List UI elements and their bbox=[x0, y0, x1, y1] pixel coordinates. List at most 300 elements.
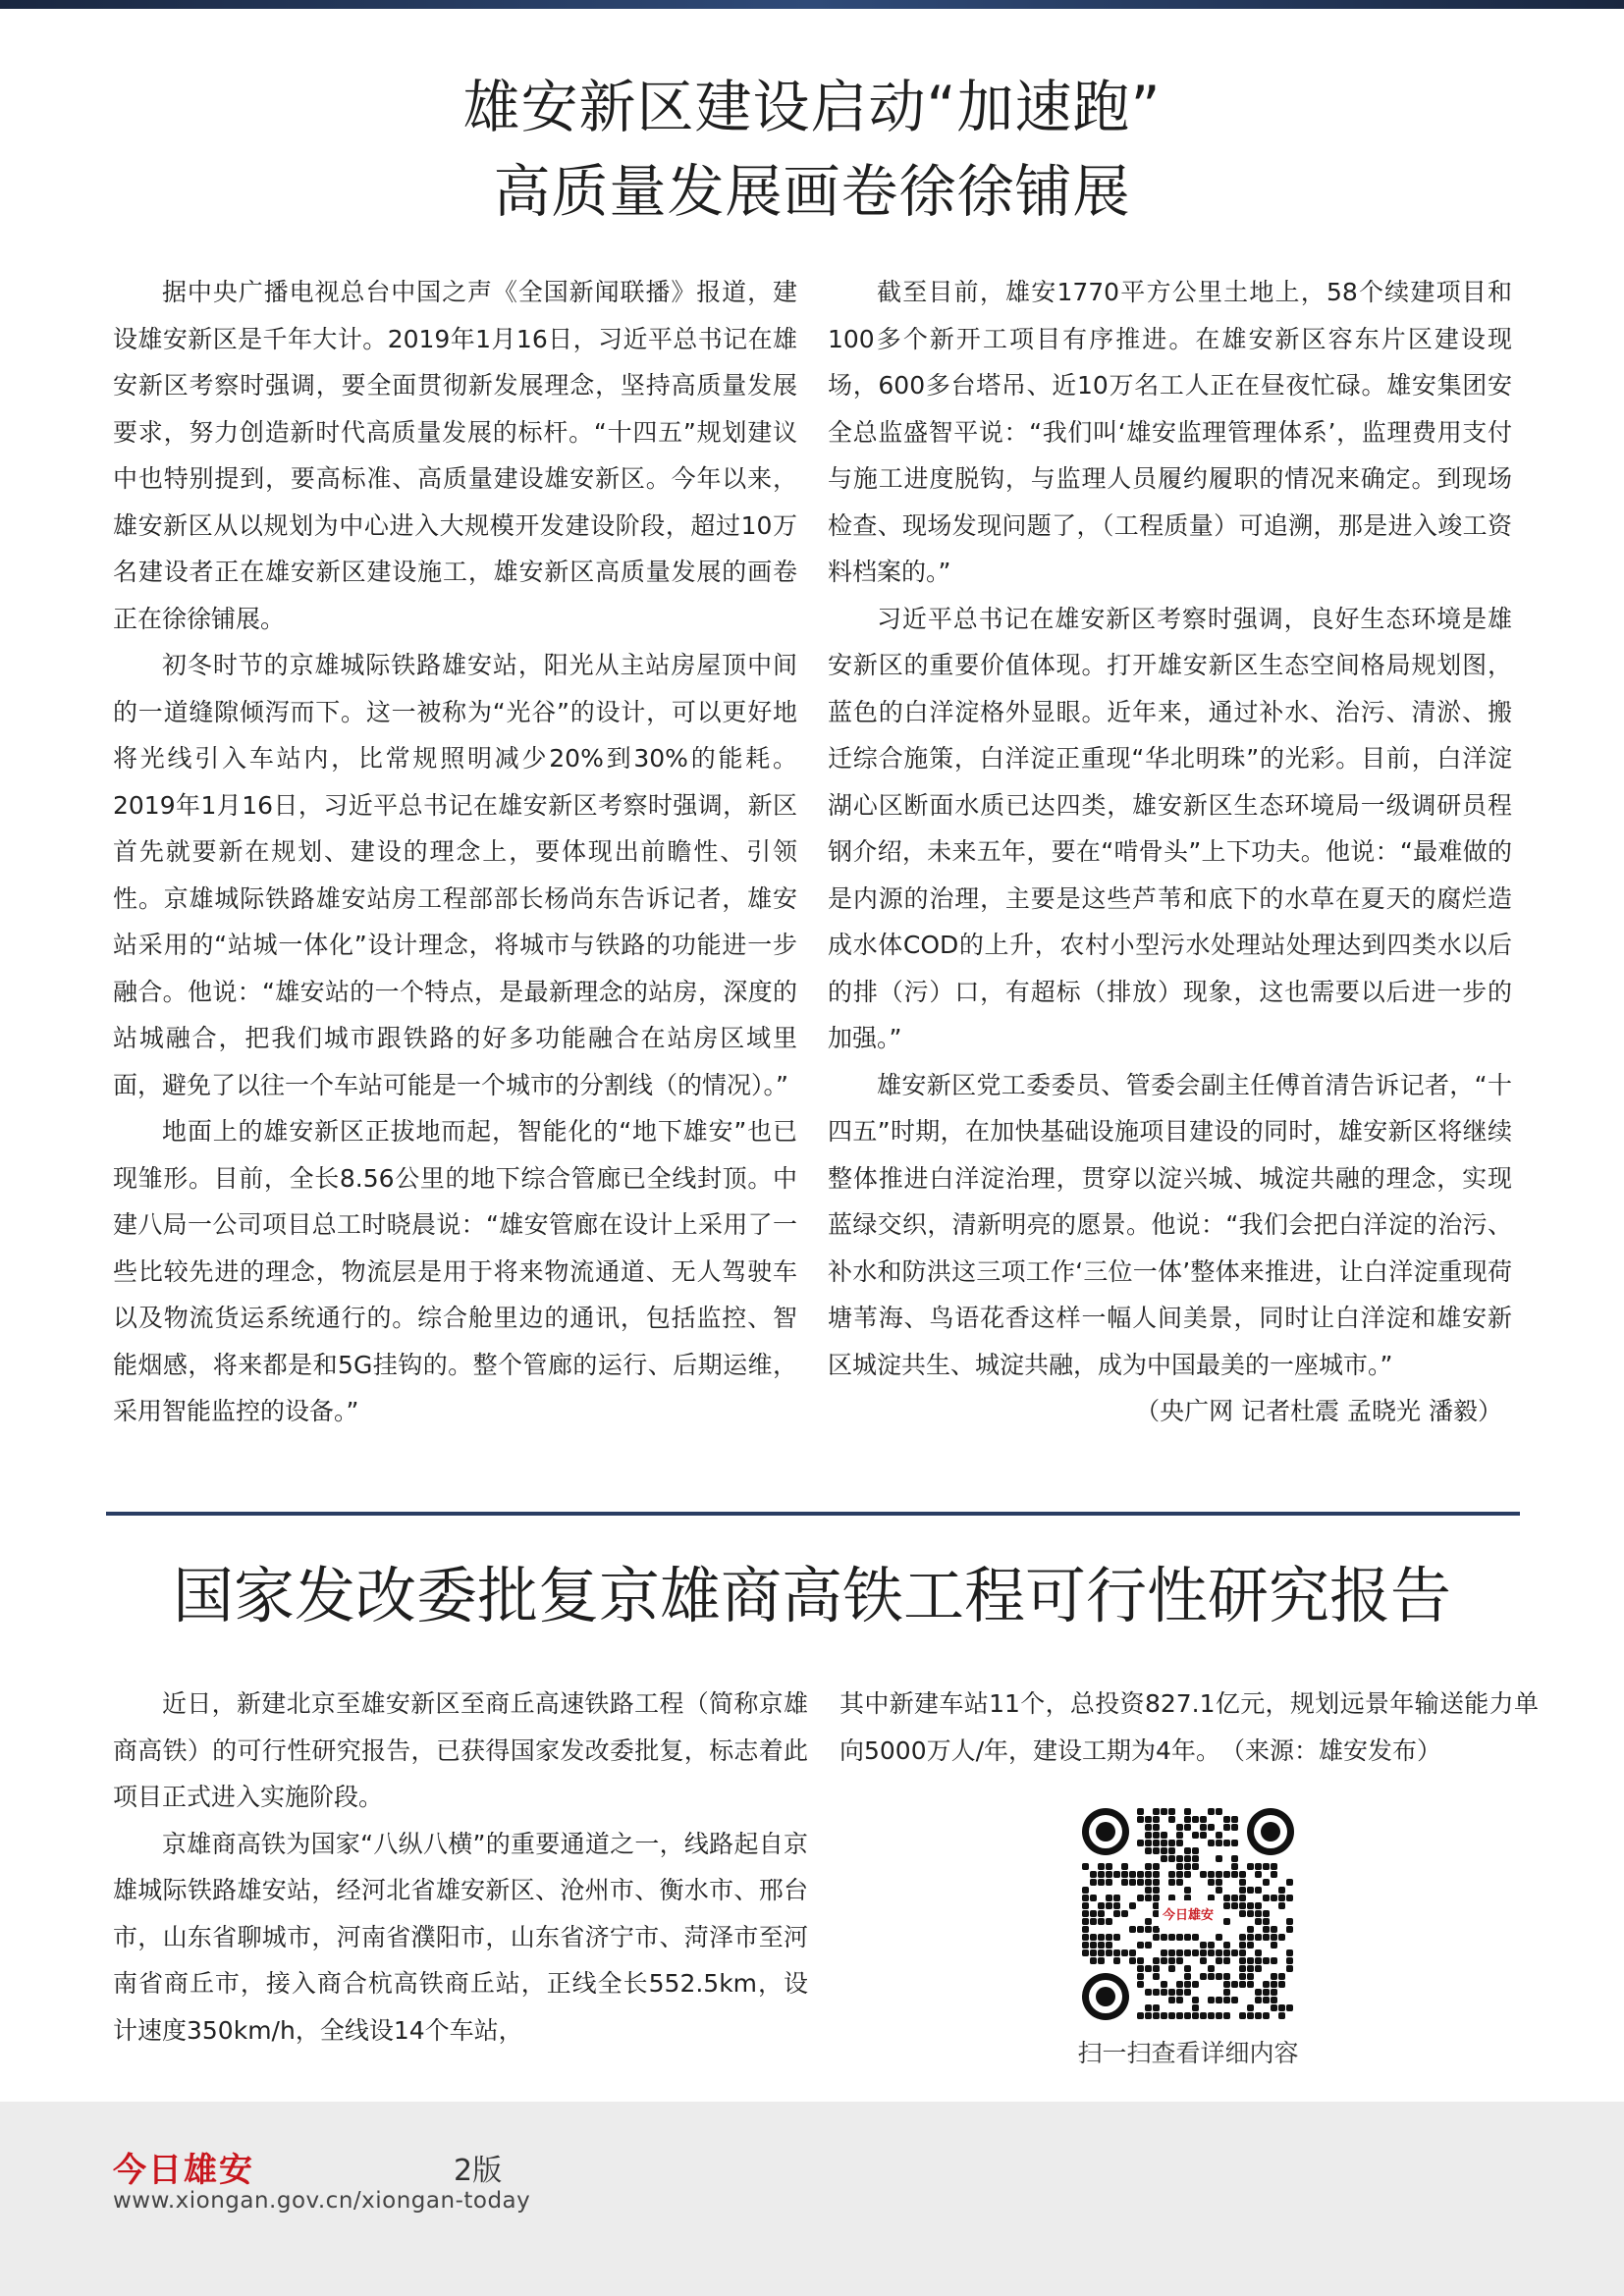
qr-module bbox=[1255, 1918, 1262, 1925]
qr-module bbox=[1145, 2012, 1152, 2019]
qr-module bbox=[1239, 1957, 1246, 1964]
qr-module bbox=[1113, 1949, 1120, 1956]
qr-module bbox=[1121, 1863, 1128, 1870]
qr-module bbox=[1231, 1863, 1238, 1870]
qr-module bbox=[1137, 1942, 1144, 1949]
qr-module bbox=[1231, 1840, 1238, 1846]
qr-module bbox=[1184, 1895, 1191, 1901]
qr-module bbox=[1145, 1832, 1152, 1839]
qr-module bbox=[1082, 1949, 1089, 1956]
qr-module bbox=[1239, 1887, 1246, 1894]
qr-module bbox=[1286, 1949, 1293, 1956]
qr-module bbox=[1168, 2012, 1175, 2019]
qr-module bbox=[1129, 1926, 1136, 1933]
qr-module bbox=[1271, 1934, 1277, 1941]
qr-module bbox=[1176, 1840, 1183, 1846]
qr-module bbox=[1263, 1863, 1270, 1870]
article2-paragraph: 京雄商高铁为国家“八纵八横”的重要通道之一，线路起自京雄城际铁路雄安站，经河北省雄安新区、沧州市、衡水市、邢台市，山东省聊城市，河南省濮阳市，山东省济宁市、菏泽市至河南省商丘市，接入商合杭高铁商丘站，正线全长552.5km，设计速度350km/h，全线设14个车站， bbox=[113, 1829, 808, 2045]
qr-module bbox=[1098, 1879, 1105, 1886]
qr-module bbox=[1153, 1824, 1160, 1831]
qr-module bbox=[1161, 2012, 1167, 2019]
qr-module bbox=[1153, 1895, 1160, 1901]
qr-module bbox=[1137, 1808, 1144, 1815]
article2-headline: 国家发改委批复京雄商高铁工程可行性研究报告 bbox=[172, 1560, 1451, 1631]
qr-module bbox=[1168, 1871, 1175, 1878]
qr-module bbox=[1176, 1957, 1183, 1964]
qr-finder-top-right bbox=[1247, 1808, 1294, 1855]
qr-module bbox=[1082, 1902, 1089, 1909]
qr-module bbox=[1137, 1981, 1144, 1988]
qr-module bbox=[1216, 1997, 1222, 2003]
qr-module bbox=[1176, 1824, 1183, 1831]
qr-module bbox=[1216, 1973, 1222, 1980]
article1-headline-line2: 高质量发展画卷徐徐铺展 bbox=[493, 158, 1131, 225]
qr-caption: 扫一扫查看详细内容 bbox=[1077, 2039, 1299, 2067]
qr-module bbox=[1208, 1871, 1215, 1878]
qr-module bbox=[1145, 1965, 1152, 1972]
qr-module bbox=[1121, 1879, 1128, 1886]
qr-module bbox=[1271, 1997, 1277, 2003]
qr-module bbox=[1239, 1902, 1246, 1909]
qr-module bbox=[1255, 1871, 1262, 1878]
qr-module bbox=[1106, 1871, 1112, 1878]
qr-module bbox=[1200, 1832, 1207, 1839]
qr-module bbox=[1286, 1957, 1293, 1964]
qr-module bbox=[1082, 1910, 1089, 1917]
qr-module bbox=[1145, 1918, 1152, 1925]
qr-module bbox=[1192, 1949, 1199, 1956]
qr-module bbox=[1223, 1918, 1230, 1925]
qr-module bbox=[1168, 1989, 1175, 1996]
qr-module bbox=[1255, 1989, 1262, 1996]
qr-module bbox=[1231, 1824, 1238, 1831]
qr-module bbox=[1184, 1863, 1191, 1870]
qr-module bbox=[1239, 1942, 1246, 1949]
qr-module bbox=[1153, 1934, 1160, 1941]
qr-module bbox=[1286, 1918, 1293, 1925]
qr-module bbox=[1161, 1989, 1167, 1996]
article1-paragraph: 雄安新区党工委委员、管委会副主任傅首清告诉记者，“十四五”时期，在加快基础设施项目建设的同时，雄安新区将继续整体推进白洋淀治理，贯穿以淀兴城、城淀共融的理念，实现蓝绿交织，清新明亮的愿景。他说：“我们会把白洋淀的治污、补水和防洪这三项工作‘三位一体’整体来推进，让白洋淀重现荷塘苇海、鸟语花香这样一幅人间美景，同时让白洋淀和雄安新区城淀共生、城淀共融，成为中国最美的一座城市。” bbox=[828, 1070, 1512, 1379]
qr-module bbox=[1161, 1957, 1167, 1964]
qr-module bbox=[1106, 1942, 1112, 1949]
qr-module bbox=[1145, 1824, 1152, 1831]
qr-center-logo-text: 今日雄安 bbox=[1162, 1908, 1215, 1923]
article1-paragraph: 据中央广播电视总台中国之声《全国新闻联播》报道，建设雄安新区是千年大计。2019年1月16日，习近平总书记在雄安新区考察时强调，要全面贯彻新发展理念，坚持高质量发展要求，努力创造新时代高质量发展的标杆。“十四五”规划建议中也特别提到，要高标准、高质量建设雄安新区。今年以来，雄安新区从以规划为中心进入大规模开发建设阶段，超过10万名建设者正在雄安新区建设施工，雄安新区高质量发展的画卷正在徐徐铺展。 bbox=[113, 278, 797, 633]
qr-module bbox=[1153, 2012, 1160, 2019]
qr-module bbox=[1223, 2012, 1230, 2019]
qr-module bbox=[1200, 1816, 1207, 1823]
qr-module bbox=[1153, 1965, 1160, 1972]
qr-module bbox=[1129, 1879, 1136, 1886]
qr-module bbox=[1208, 1965, 1215, 1972]
qr-module bbox=[1216, 1840, 1222, 1846]
qr-module bbox=[1153, 1840, 1160, 1846]
qr-module bbox=[1184, 1824, 1191, 1831]
qr-module bbox=[1137, 1895, 1144, 1901]
qr-finder-top-left bbox=[1082, 1808, 1129, 1855]
qr-module bbox=[1184, 1981, 1191, 1988]
qr-module bbox=[1223, 1942, 1230, 1949]
qr-module bbox=[1161, 1934, 1167, 1941]
qr-module bbox=[1247, 1934, 1254, 1941]
qr-module bbox=[1231, 1871, 1238, 1878]
qr-module bbox=[1137, 1965, 1144, 1972]
qr-module bbox=[1184, 1934, 1191, 1941]
article1-paragraph: 截至目前，雄安1770平方公里土地上，58个续建项目和100多个新开工项目有序推进。在雄安新区容东片区建设现场，600多台塔吊、近10万名工人正在昼夜忙碌。雄安集团安全总监盛智平说：“我们叫‘雄安监理管理体系’，监理费用支付与施工进度脱钩，与监理人员履约履职的情况来确定。到现场检查、现场发现问题了，（工程质量）可追溯，那是进入竣工资料档案的。” bbox=[828, 278, 1512, 586]
qr-module bbox=[1176, 1934, 1183, 1941]
qr-module bbox=[1176, 2012, 1183, 2019]
qr-module bbox=[1184, 1887, 1191, 1894]
qr-module bbox=[1176, 1855, 1183, 1862]
qr-module bbox=[1153, 1887, 1160, 1894]
qr-module bbox=[1184, 1871, 1191, 1878]
qr-module bbox=[1208, 1840, 1215, 1846]
qr-module bbox=[1168, 1934, 1175, 1941]
qr-module bbox=[1145, 1942, 1152, 1949]
qr-module bbox=[1184, 1847, 1191, 1854]
qr-module bbox=[1153, 1808, 1160, 1815]
qr-module bbox=[1231, 1949, 1238, 1956]
qr-module bbox=[1082, 1918, 1089, 1925]
qr-module bbox=[1208, 1997, 1215, 2003]
qr-module bbox=[1153, 1989, 1160, 1996]
qr-module bbox=[1098, 1863, 1105, 1870]
qr-module bbox=[1168, 1808, 1175, 1815]
qr-module bbox=[1192, 1855, 1199, 1862]
qr-module bbox=[1263, 1981, 1270, 1988]
qr-module bbox=[1239, 1910, 1246, 1917]
qr-module bbox=[1255, 1863, 1262, 1870]
qr-module bbox=[1090, 1934, 1097, 1941]
qr-module bbox=[1192, 1847, 1199, 1854]
article1-paragraph: 初冬时节的京雄城际铁路雄安站，阳光从主站房屋顶中间的一道缝隙倾泻而下。这一被称为“光谷”的设计，可以更好地将光线引入车站内，比常规照明减少20%到30%的能耗。2019年1月16日，习近平总书记在雄安新区考察时强调，新区首先就要新在规划、建设的理念上，要体现出前瞻性、引领性。京雄城际铁路雄安站房工程部部长杨尚东告诉记者，雄安站采用的“站城一体化”设计理念，将城市与铁路的功能进一步融合。他说：“雄安站的一个特点，是最新理念的站房，深度的站城融合，把我们城市跟铁路的好多功能融合在站房区域里面，避免了以往一个车站可能是一个城市的分割线（的情况）。” bbox=[113, 651, 797, 1099]
qr-module bbox=[1271, 1863, 1277, 1870]
qr-module bbox=[1176, 1981, 1183, 1988]
qr-module bbox=[1098, 1918, 1105, 1925]
qr-module bbox=[1145, 1887, 1152, 1894]
qr-module bbox=[1161, 1855, 1167, 1862]
qr-module bbox=[1271, 1981, 1277, 1988]
qr-module bbox=[1200, 1973, 1207, 1980]
qr-module bbox=[1239, 1895, 1246, 1901]
qr-module bbox=[1137, 1840, 1144, 1846]
qr-module bbox=[1106, 1863, 1112, 1870]
qr-module bbox=[1278, 1981, 1285, 1988]
qr-module bbox=[1208, 1808, 1215, 1815]
qr-module bbox=[1184, 1949, 1191, 1956]
qr-module bbox=[1271, 1895, 1277, 1901]
qr-module bbox=[1121, 1910, 1128, 1917]
qr-module bbox=[1239, 1949, 1246, 1956]
qr-module bbox=[1168, 1949, 1175, 1956]
qr-module bbox=[1113, 1910, 1120, 1917]
article1-paragraph: 习近平总书记在雄安新区考察时强调，良好生态环境是雄安新区的重要价值体现。打开雄安新区生态空间格局规划图，蓝色的白洋淀格外显眼。近年来，通过补水、治污、清淤、搬迁综合施策，白洋淀正重现“华北明珠”的光彩。目前，白洋淀湖心区断面水质已达四类，雄安新区生态环境局一级调研员程钢介绍，未来五年，要在“啃骨头”上下功夫。他说：“最难做的是内源的治理，主要是这些芦苇和底下的水草在夏天的腐烂造成水体COD的上升，农村小型污水处理站处理达到四类水以后的排（污）口，有超标（排放）现象，这也需要以后进一步的加强。” bbox=[828, 604, 1512, 1052]
qr-module bbox=[1231, 1816, 1238, 1823]
qr-module bbox=[1090, 1910, 1097, 1917]
qr-module bbox=[1271, 1926, 1277, 1933]
qr-module bbox=[1153, 1902, 1160, 1909]
qr-code[interactable] bbox=[1080, 1806, 1296, 2022]
qr-module bbox=[1113, 1895, 1120, 1901]
qr-module bbox=[1106, 1879, 1112, 1886]
qr-module bbox=[1271, 1942, 1277, 1949]
qr-module bbox=[1216, 1957, 1222, 1964]
qr-module bbox=[1106, 1934, 1112, 1941]
qr-module bbox=[1192, 1816, 1199, 1823]
qr-module bbox=[1247, 1887, 1254, 1894]
qr-module bbox=[1255, 1997, 1262, 2003]
qr-module bbox=[1231, 1895, 1238, 1901]
qr-module bbox=[1263, 1997, 1270, 2003]
article2-left-column bbox=[113, 1681, 808, 2054]
footer-url-link[interactable]: www.xiongan.gov.cn/xiongan-today bbox=[113, 2188, 531, 2214]
qr-module bbox=[1153, 1816, 1160, 1823]
qr-module bbox=[1192, 1997, 1199, 2003]
qr-module bbox=[1098, 1934, 1105, 1941]
qr-module bbox=[1129, 1902, 1136, 1909]
article1-byline: （央广网 记者杜震 孟晓光 潘毅） bbox=[1135, 1397, 1502, 1425]
qr-finder-bottom-left bbox=[1082, 1973, 1129, 2020]
qr-module bbox=[1192, 1832, 1199, 1839]
section-divider bbox=[106, 1512, 1520, 1516]
qr-module bbox=[1239, 1965, 1246, 1972]
qr-module bbox=[1082, 1863, 1089, 1870]
qr-module bbox=[1129, 1957, 1136, 1964]
qr-module bbox=[1263, 1910, 1270, 1917]
qr-module bbox=[1263, 1957, 1270, 1964]
article1-left-column bbox=[113, 269, 797, 1435]
qr-module bbox=[1216, 1887, 1222, 1894]
qr-module bbox=[1271, 1989, 1277, 1996]
qr-module bbox=[1082, 1887, 1089, 1894]
article1-paragraph: 地面上的雄安新区正拔地而起，智能化的“地下雄安”也已现雏形。目前，全长8.56公里的地下综合管廊已全线封顶。中建八局一公司项目总工时晓晨说：“雄安管廊在设计上采用了一些比较先进的理念，物流层是用于将来物流通道、无人驾驶车以及物流货运系统通行的。综合舱里边的通讯，包括监控、智能烟感，将来都是和5G挂钩的。整个管廊的运行、后期运维，采用智能监控的设备。” bbox=[113, 1117, 797, 1425]
qr-module bbox=[1247, 1981, 1254, 1988]
qr-module bbox=[1098, 1902, 1105, 1909]
qr-module bbox=[1082, 1926, 1089, 1933]
qr-module bbox=[1208, 1973, 1215, 1980]
qr-module bbox=[1255, 1965, 1262, 1972]
qr-module bbox=[1106, 1918, 1112, 1925]
qr-module bbox=[1223, 1824, 1230, 1831]
qr-module bbox=[1255, 1957, 1262, 1964]
qr-module bbox=[1176, 1949, 1183, 1956]
qr-module bbox=[1161, 1949, 1167, 1956]
qr-module bbox=[1255, 1949, 1262, 1956]
qr-module bbox=[1082, 1895, 1089, 1901]
qr-module bbox=[1168, 1847, 1175, 1854]
qr-module bbox=[1255, 1902, 1262, 1909]
qr-module bbox=[1278, 1887, 1285, 1894]
qr-module bbox=[1184, 1855, 1191, 1862]
qr-module bbox=[1153, 2004, 1160, 2011]
qr-module bbox=[1161, 1808, 1167, 1815]
qr-module bbox=[1255, 2012, 1262, 2019]
qr-module bbox=[1137, 1871, 1144, 1878]
qr-module bbox=[1098, 1949, 1105, 1956]
qr-module bbox=[1153, 1879, 1160, 1886]
qr-module bbox=[1161, 1981, 1167, 1988]
qr-module bbox=[1247, 2012, 1254, 2019]
qr-module bbox=[1216, 1871, 1222, 1878]
qr-module bbox=[1271, 1871, 1277, 1878]
qr-module bbox=[1153, 1871, 1160, 1878]
qr-module bbox=[1239, 2012, 1246, 2019]
footer-logo: 今日雄安 bbox=[113, 2151, 254, 2190]
qr-module bbox=[1168, 1957, 1175, 1964]
qr-module bbox=[1200, 1871, 1207, 1878]
qr-module bbox=[1208, 1942, 1215, 1949]
qr-module bbox=[1278, 2012, 1285, 2019]
qr-module bbox=[1168, 1895, 1175, 1901]
qr-module bbox=[1137, 1973, 1144, 1980]
qr-module bbox=[1176, 1863, 1183, 1870]
qr-module bbox=[1286, 1895, 1293, 1901]
qr-module bbox=[1208, 1824, 1215, 1831]
qr-module bbox=[1278, 2004, 1285, 2011]
qr-module bbox=[1137, 1879, 1144, 1886]
qr-module bbox=[1223, 1973, 1230, 1980]
qr-module bbox=[1278, 1895, 1285, 1901]
qr-module bbox=[1121, 1949, 1128, 1956]
qr-module bbox=[1153, 1973, 1160, 1980]
qr-module bbox=[1145, 1816, 1152, 1823]
qr-module bbox=[1200, 2012, 1207, 2019]
qr-module bbox=[1223, 1957, 1230, 1964]
qr-module bbox=[1239, 1973, 1246, 1980]
qr-module bbox=[1239, 1934, 1246, 1941]
qr-module bbox=[1208, 2012, 1215, 2019]
qr-module bbox=[1223, 1997, 1230, 2003]
qr-module bbox=[1263, 1934, 1270, 1941]
qr-module bbox=[1184, 1989, 1191, 1996]
qr-module bbox=[1176, 1989, 1183, 1996]
article1-right-column bbox=[828, 269, 1512, 1435]
qr-module bbox=[1223, 1989, 1230, 1996]
qr-module bbox=[1223, 1981, 1230, 1988]
qr-module bbox=[1216, 2012, 1222, 2019]
qr-module bbox=[1137, 2012, 1144, 2019]
qr-module bbox=[1216, 1879, 1222, 1886]
qr-module bbox=[1090, 1895, 1097, 1901]
qr-module bbox=[1168, 1840, 1175, 1846]
qr-module bbox=[1216, 1934, 1222, 1941]
qr-module bbox=[1247, 1926, 1254, 1933]
qr-module bbox=[1271, 1957, 1277, 1964]
qr-module bbox=[1223, 1871, 1230, 1878]
article2-right-column bbox=[839, 1681, 1539, 1774]
qr-module bbox=[1278, 1973, 1285, 1980]
qr-module bbox=[1153, 1957, 1160, 1964]
qr-module bbox=[1184, 2012, 1191, 2019]
qr-module bbox=[1223, 1840, 1230, 1846]
qr-module bbox=[1216, 1832, 1222, 1839]
qr-module bbox=[1247, 1973, 1254, 1980]
qr-module bbox=[1286, 1879, 1293, 1886]
article1-headline bbox=[0, 65, 1624, 234]
qr-module bbox=[1231, 1981, 1238, 1988]
qr-module bbox=[1184, 1816, 1191, 1823]
qr-module bbox=[1168, 1997, 1175, 2003]
qr-module bbox=[1184, 1808, 1191, 1815]
qr-module bbox=[1208, 1895, 1215, 1901]
qr-module bbox=[1145, 1879, 1152, 1886]
qr-module bbox=[1176, 1997, 1183, 2003]
qr-module bbox=[1098, 1871, 1105, 1878]
qr-module bbox=[1231, 1902, 1238, 1909]
qr-module bbox=[1247, 1965, 1254, 1972]
qr-module bbox=[1278, 1902, 1285, 1909]
qr-module bbox=[1106, 1949, 1112, 1956]
qr-module bbox=[1145, 1895, 1152, 1901]
qr-module bbox=[1263, 1989, 1270, 1996]
qr-module bbox=[1145, 1926, 1152, 1933]
qr-module bbox=[1200, 1824, 1207, 1831]
qr-module bbox=[1216, 1855, 1222, 1862]
article2-paragraph-continued: 其中新建车站11个，总投资827.1亿元，规划远景年输送能力单向5000万人/年，建设工期为4年。 （来源：雄安发布） bbox=[839, 1689, 1539, 1765]
qr-module bbox=[1239, 1981, 1246, 1988]
qr-module bbox=[1247, 1910, 1254, 1917]
qr-module bbox=[1106, 1902, 1112, 1909]
qr-module bbox=[1263, 1895, 1270, 1901]
qr-module bbox=[1263, 1918, 1270, 1925]
qr-module bbox=[1223, 1902, 1230, 1909]
qr-module bbox=[1113, 1871, 1120, 1878]
qr-module bbox=[1137, 1926, 1144, 1933]
qr-module bbox=[1161, 1840, 1167, 1846]
qr-module bbox=[1247, 1863, 1254, 1870]
qr-module bbox=[1137, 1957, 1144, 1964]
qr-module bbox=[1286, 2004, 1293, 2011]
qr-module bbox=[1153, 1910, 1160, 1917]
qr-module bbox=[1231, 1855, 1238, 1862]
qr-module bbox=[1153, 1926, 1160, 1933]
qr-module bbox=[1192, 1934, 1199, 1941]
qr-module bbox=[1200, 1942, 1207, 1949]
qr-module bbox=[1113, 1934, 1120, 1941]
qr-module bbox=[1255, 1887, 1262, 1894]
qr-module bbox=[1098, 1942, 1105, 1949]
qr-module bbox=[1192, 2012, 1199, 2019]
qr-module bbox=[1168, 1965, 1175, 1972]
qr-module bbox=[1090, 1918, 1097, 1925]
qr-module bbox=[1263, 1879, 1270, 1886]
qr-module bbox=[1216, 1949, 1222, 1956]
qr-module bbox=[1113, 1902, 1120, 1909]
qr-module bbox=[1184, 1973, 1191, 1980]
qr-module bbox=[1223, 1895, 1230, 1901]
article1-headline-line1: 雄安新区建设启动“加速跑” bbox=[462, 74, 1162, 140]
qr-module bbox=[1090, 1871, 1097, 1878]
qr-module bbox=[1145, 1863, 1152, 1870]
qr-module bbox=[1113, 1957, 1120, 1964]
qr-module bbox=[1271, 2004, 1277, 2011]
qr-module bbox=[1121, 1871, 1128, 1878]
qr-module bbox=[1082, 1942, 1089, 1949]
qr-module bbox=[1090, 1942, 1097, 1949]
qr-module bbox=[1200, 1957, 1207, 1964]
qr-module bbox=[1176, 1871, 1183, 1878]
qr-module bbox=[1231, 1997, 1238, 2003]
qr-module bbox=[1216, 1808, 1222, 1815]
qr-module bbox=[1208, 1949, 1215, 1956]
qr-module bbox=[1223, 1949, 1230, 1956]
qr-module bbox=[1286, 1965, 1293, 1972]
qr-module bbox=[1168, 1855, 1175, 1862]
qr-module bbox=[1090, 1879, 1097, 1886]
qr-module bbox=[1200, 1949, 1207, 1956]
qr-module bbox=[1098, 1957, 1105, 1964]
qr-module bbox=[1263, 2012, 1270, 2019]
